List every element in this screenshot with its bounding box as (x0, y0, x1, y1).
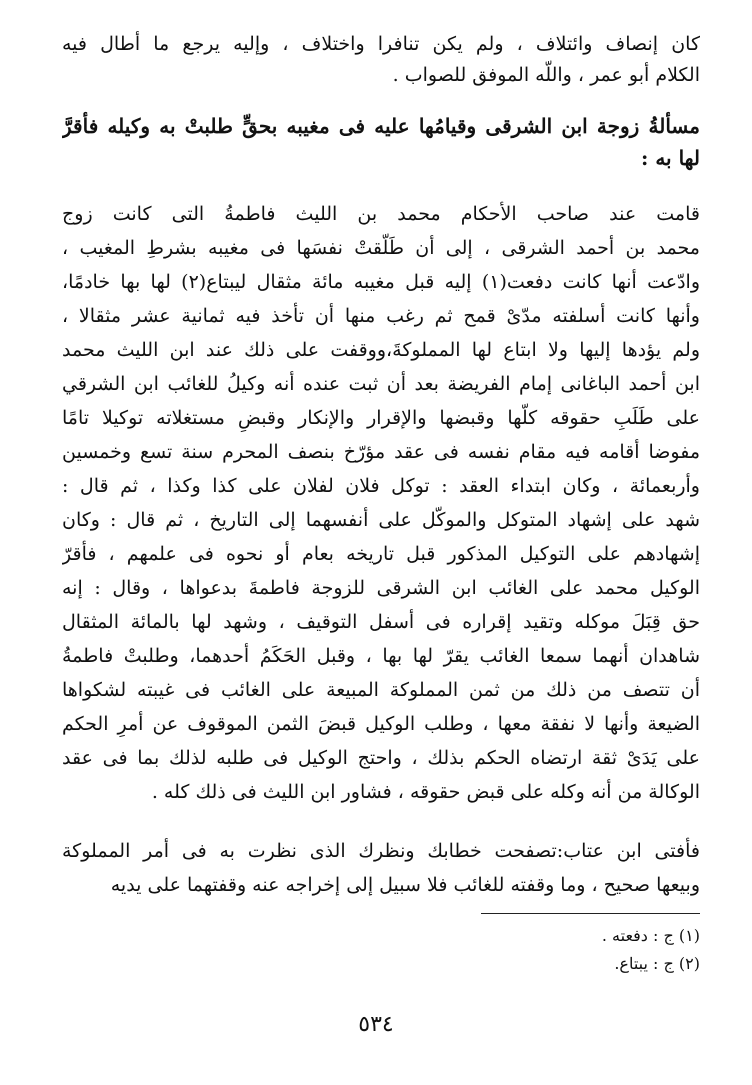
body-line: شاهدان أنهما سمعا الغائب يقرّ لها بها ، وقبل الحَكَمُ أحدهما، وطلبتْ فاطمةُ (62, 645, 700, 667)
body-line: وادّعت أنها كانت دفعت(١) إليه قبل مغيبه مائة مثقال ليبتاع(٢) لها بها خادمًا، (62, 271, 700, 293)
body-line: إشهادهم على التوكيل المذكور قبل تاريخه بعام أو نحوه فى علمهم ، فأقرّ (62, 543, 700, 565)
body-line: وأربعمائة ، وكان ابتداء العقد : توكل فلان لفلان على كذا وكذا ، ثم قال : (62, 475, 700, 497)
body-line: على يَدَىْ ثقة ارتضاه الحكم بذلك ، واحتج الوكيل فى طلبه لذلك بما فى عقد (62, 747, 700, 769)
section-heading-line: مسألةُ زوجة ابن الشرقى وقيامُها عليه فى مغيبه بحقٍّ طلبتْ به وكيله فأقرَّ (62, 114, 700, 138)
body-line: الوكالة من أنه وكله على قبض حقوقه ، فشاور ابن الليث فى ذلك كله . (151, 781, 700, 803)
body-line: الكلام أبو عمر ، واللّه الموفق للصواب . (392, 64, 700, 86)
page-number: ٥٣٤ (358, 1012, 394, 1037)
body-line: فأفتى ابن عتاب:تصفحت خطابك ونظرك الذى نظرت به فى أمر المملوكة (62, 840, 700, 862)
section-heading-line: لها به : (640, 146, 700, 170)
body-line: الوكيل محمد على الغائب ابن الشرقى للزوجة فاطمةَ بدعواها ، وقال : إنه (62, 577, 700, 599)
body-line: كان إنصاف وائتلاف ، ولم يكن تنافرا واختلاف ، وإليه يرجع ما أطال فيه (62, 33, 700, 55)
body-line: الضيعة وأنها لا نفقة معها ، وطلب الوكيل قبضَ الثمن الموقوف عن أمرِ الحكم (62, 713, 700, 735)
body-line: مفوضا أقامه فيه مقام نفسه فى عقد مؤرّخ بنصف المحرم سنة تسع وخمسين (62, 441, 700, 463)
body-line: على طَلَبِ حقوقه كلّها وقبضها والإقرار والإنكار وقبضِ مستغلاته توكيلا تامًا (62, 407, 700, 429)
body-line: ولم يؤدها إليها ولا ابتاع لها المملوكةَ،ووقفت على ذلك عند ابن الليث محمد (62, 339, 700, 361)
body-line: قامت عند صاحب الأحكام محمد بن الليث فاطمةُ التى كانت زوج (62, 203, 700, 225)
body-line: محمد بن أحمد الشرقى ، إلى أن طَلّقتْ نفسَها فى مغيبه بشرطِ المغيب ، (62, 237, 700, 259)
body-line: وبيعها صحيح ، وما وقفته للغائب فلا سبيل إلى إخراجه عنه وقفتهما على يديه (110, 874, 700, 896)
footnote-2: (٢) ج : يبتاع. (614, 954, 700, 973)
footnote-1: (١) ج : دفعته . (601, 926, 700, 945)
body-line: وأنها كانت أسلفته مدّىْ قمح ثم رغب منها أن تأخذ فيه ثمانية عشر مثقالا ، (62, 305, 700, 327)
body-line: ابن أحمد الباغانى إمام الفريضة بعد أن ثبت عنده أنه وكيلُ للغائب ابن الشرقي (62, 373, 700, 395)
body-line: أن تتصف من ذلك من ثمن المملوكة المبيعة على الغائب فى غيبته لشكواها (62, 679, 700, 701)
body-line: شهد على إشهاد المتوكل والموكّل على أنفسهما إلى التاريخ ، ثم قال : وكان (62, 509, 700, 531)
body-line: حق قِبَلَ موكله وتقيد إقراره فى أسفل التوقيف ، وشهد لها بالمائة المثقال (62, 611, 700, 633)
footnote-separator (481, 913, 700, 914)
